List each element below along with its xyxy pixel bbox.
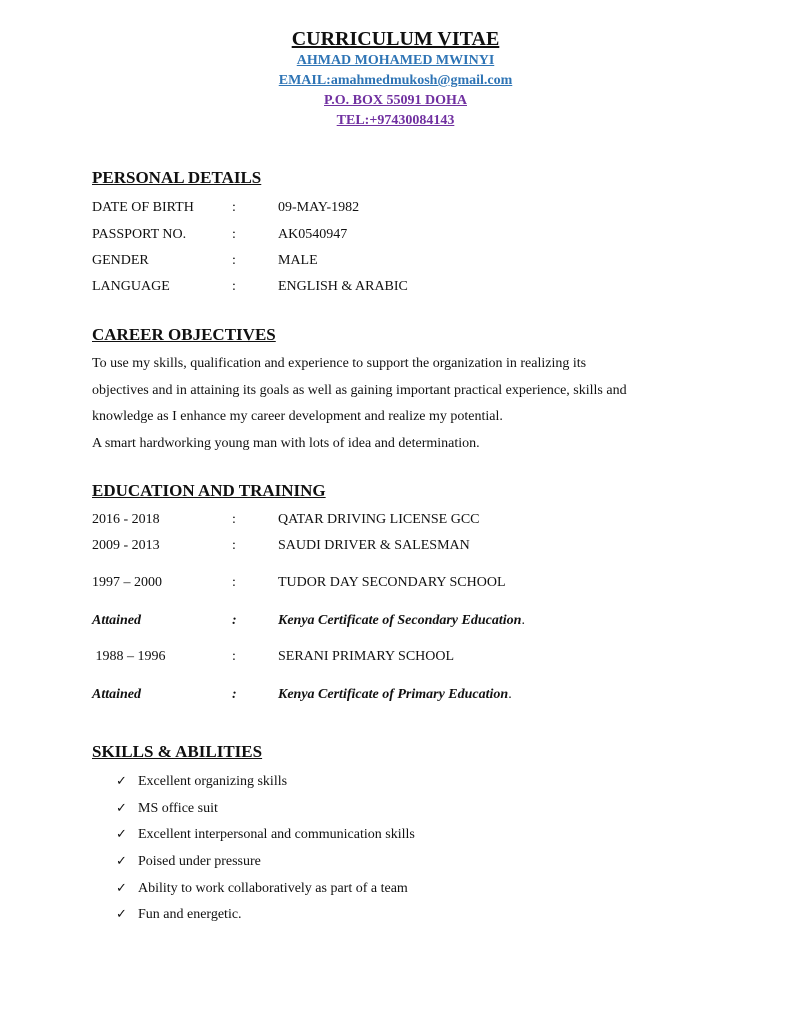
row-separator: : xyxy=(232,279,236,294)
row-label: DATE OF BIRTH xyxy=(92,200,194,215)
skill-text: Ability to work collaboratively as part of a team xyxy=(138,881,408,896)
qualification-period: . xyxy=(521,613,525,628)
skill-text: MS office suit xyxy=(138,801,218,816)
skill-text: Excellent organizing skills xyxy=(138,774,288,789)
objective-line: objectives and in attaining its goals as well as gaining important practical experience, skills and xyxy=(92,383,627,398)
row-label: 1997 – 2000 xyxy=(92,575,162,590)
objective-line: To use my skills, qualification and experience to support the organization in realizing its xyxy=(92,356,587,371)
applicant-name: AHMAD MOHAMED MWINYI xyxy=(296,53,495,68)
qualification-period: . xyxy=(508,687,512,702)
skill-text: Poised under pressure xyxy=(138,854,261,869)
row-separator: : xyxy=(232,253,236,268)
row-value: ENGLISH & ARABIC xyxy=(278,279,408,294)
row-value: QATAR DRIVING LICENSE GCC xyxy=(278,512,480,527)
checkmark-icon: ✓ xyxy=(116,801,127,816)
row-label: Attained xyxy=(92,687,142,702)
row-label: 2009 - 2013 xyxy=(92,538,160,553)
row-value: SAUDI DRIVER & SALESMAN xyxy=(278,538,470,553)
row-separator: : xyxy=(232,200,236,215)
qualification-name: Kenya Certificate of Primary Education xyxy=(278,687,509,702)
row-label: GENDER xyxy=(92,253,149,268)
row-separator: : xyxy=(232,538,236,553)
row-label: 1988 – 1996 xyxy=(92,649,166,664)
objective-line: knowledge as I enhance my career development and realize my potential. xyxy=(92,409,503,424)
education-heading: EDUCATION AND TRAINING xyxy=(92,481,326,500)
row-value: MALE xyxy=(278,253,318,268)
email-link[interactable]: EMAIL:amahmedmukosh@gmail.com xyxy=(278,73,513,88)
row-value: TUDOR DAY SECONDARY SCHOOL xyxy=(278,575,506,590)
row-separator: : xyxy=(232,512,236,527)
row-value xyxy=(278,612,525,630)
row-label: PASSPORT NO. xyxy=(92,227,187,242)
row-value xyxy=(278,686,512,704)
checkmark-icon: ✓ xyxy=(116,827,127,842)
row-label: 2016 - 2018 xyxy=(92,512,160,527)
checkmark-icon: ✓ xyxy=(116,881,127,896)
row-value: AK0540947 xyxy=(278,227,348,242)
personal-details-heading: PERSONAL DETAILS xyxy=(92,168,262,187)
objective-line: A smart hardworking young man with lots of idea and determination. xyxy=(92,436,480,451)
row-value: SERANI PRIMARY SCHOOL xyxy=(278,649,455,664)
row-separator: : xyxy=(232,227,236,242)
cv-header xyxy=(0,28,791,131)
skill-text: Excellent interpersonal and communication skills xyxy=(138,827,415,842)
row-separator: : xyxy=(232,687,237,702)
qualification-name: Kenya Certificate of Secondary Education xyxy=(278,613,522,628)
career-objectives-heading: CAREER OBJECTIVES xyxy=(92,325,276,344)
cv-title: CURRICULUM VITAE xyxy=(291,28,500,50)
row-value: 09-MAY-1982 xyxy=(278,200,360,215)
checkmark-icon: ✓ xyxy=(116,907,127,922)
row-separator: : xyxy=(232,575,236,590)
row-label: Attained xyxy=(92,613,142,628)
checkmark-icon: ✓ xyxy=(116,854,127,869)
skills-heading: SKILLS & ABILITIES xyxy=(92,742,263,761)
row-label: LANGUAGE xyxy=(92,279,170,294)
row-separator: : xyxy=(232,613,237,628)
row-separator: : xyxy=(232,649,236,664)
phone-number[interactable]: TEL:+97430084143 xyxy=(336,113,455,128)
checkmark-icon: ✓ xyxy=(116,774,127,789)
skill-text: Fun and energetic. xyxy=(138,907,242,922)
postal-address: P.O. BOX 55091 DOHA xyxy=(324,93,467,108)
